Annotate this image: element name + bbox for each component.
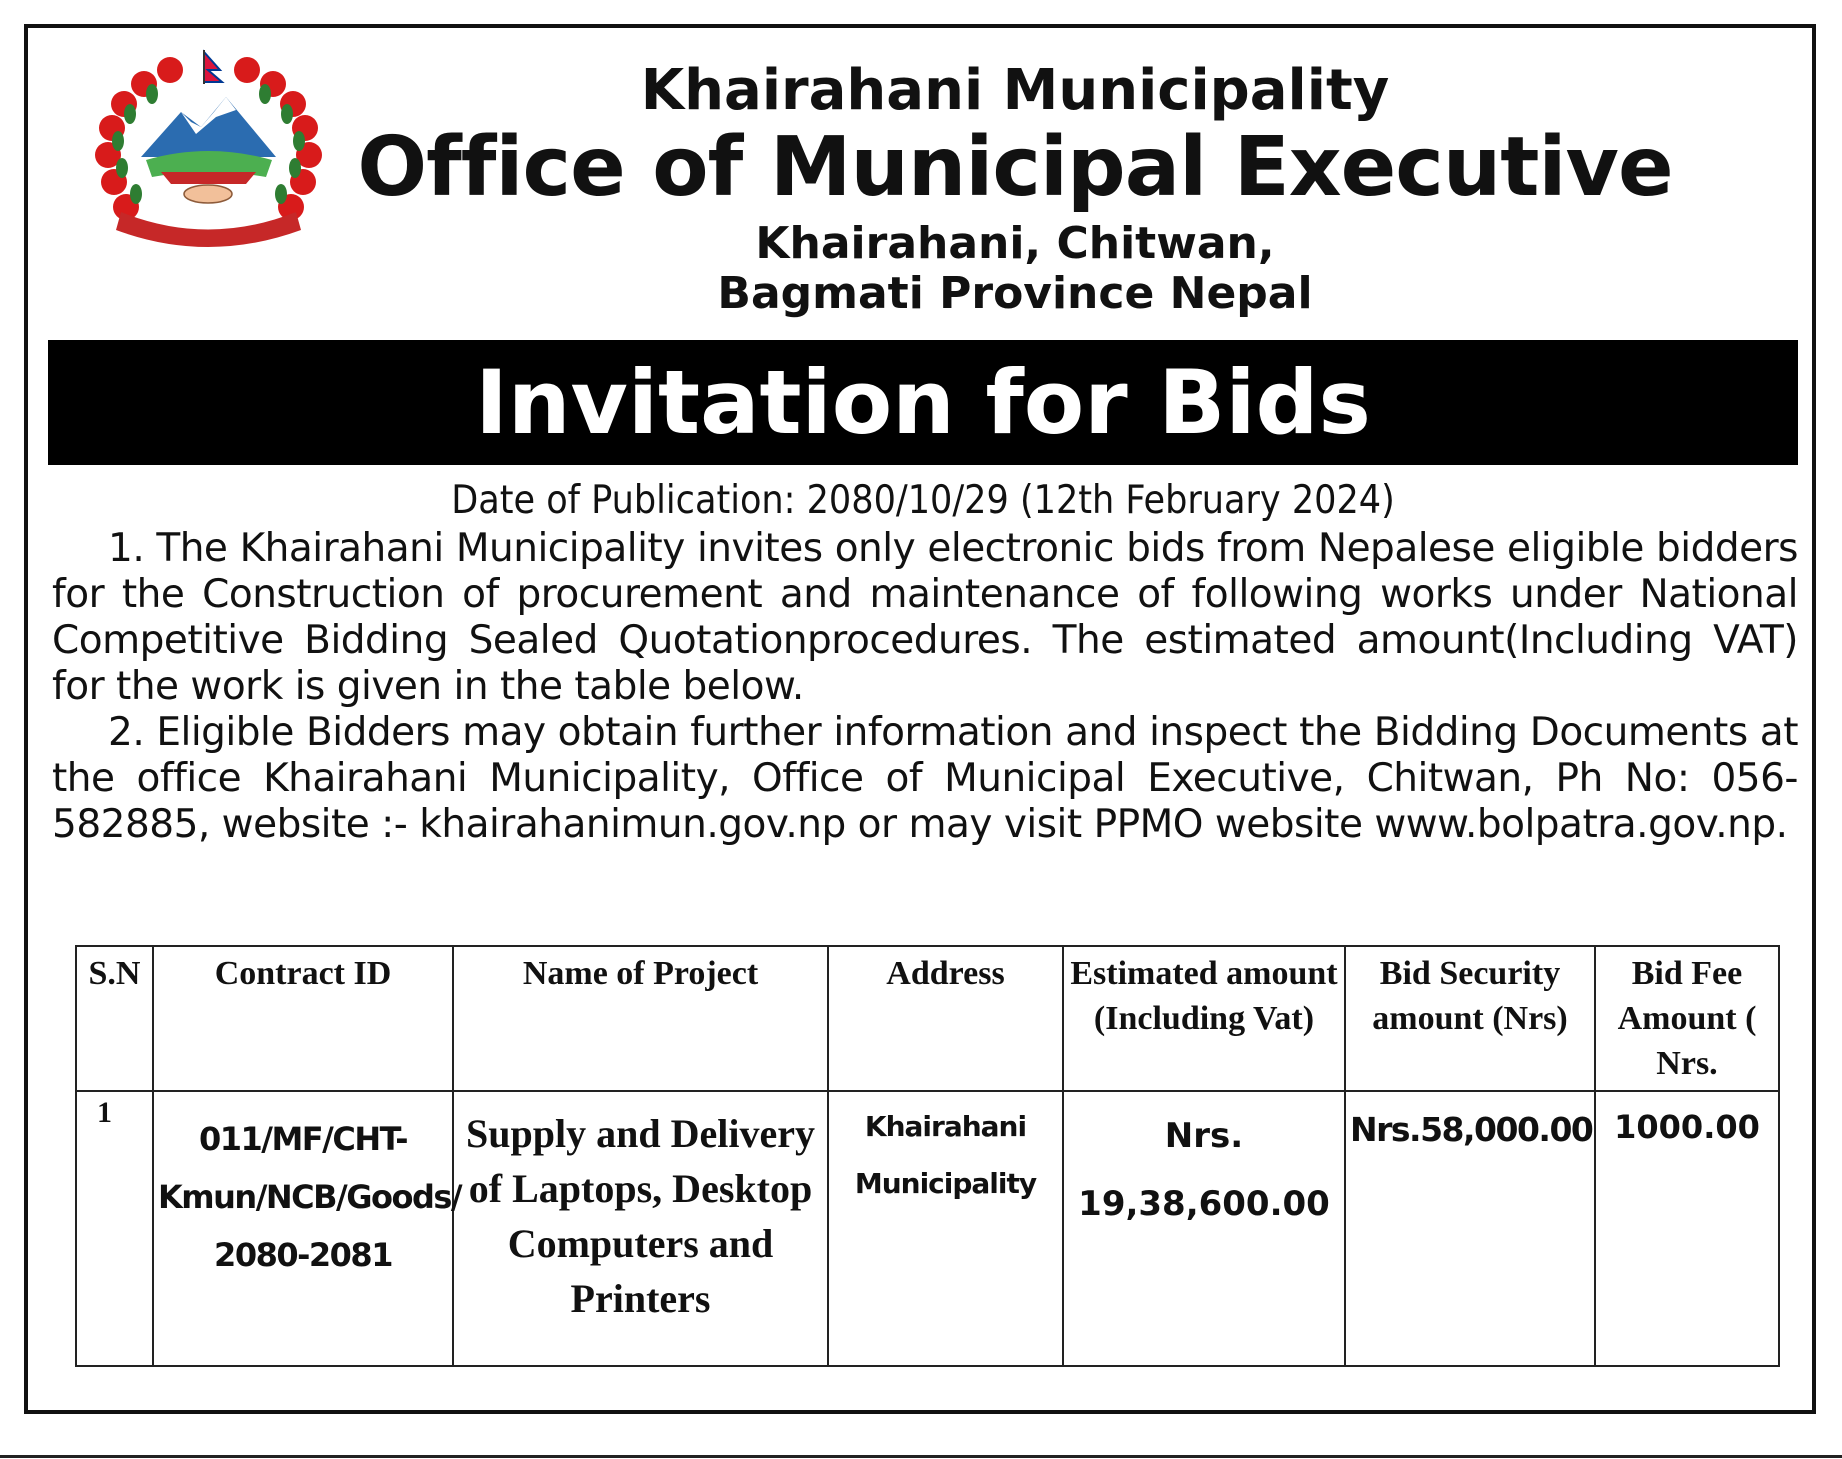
municipality-name: Khairahani Municipality: [640, 58, 1390, 123]
publication-date: Date of Publication: 2080/10/29 (12th February 2024): [451, 478, 1395, 523]
cell-fee: 1000.00: [1595, 1091, 1779, 1366]
cell-contract-id: 011/MF/CHT-Kmun/NCB/Goods/ 2080-2081: [153, 1091, 453, 1366]
header-estimated: Estimated amount (Including Vat): [1063, 946, 1345, 1091]
header-fee: Bid Fee Amount ( Nrs.: [1595, 946, 1779, 1091]
header-contract-id: Contract ID: [153, 946, 453, 1091]
bids-table: [75, 945, 1780, 1367]
paragraph-1: [52, 526, 1798, 710]
cell-project: Supply and Delivery of Laptops, Desktop Computers and Printers: [453, 1091, 828, 1366]
cell-security: Nrs.58,000.00: [1345, 1091, 1595, 1366]
table-row: [76, 1091, 1779, 1366]
header-address: Address: [828, 946, 1063, 1091]
cell-estimated: Nrs. 19,38,600.00: [1063, 1091, 1345, 1366]
paragraph-2-text: 2. Eligible Bidders may obtain further information and inspect the Bidding Documents at the office Khairahani Municipality, Office of Municipal Executive, Chitwan, Ph No: 056-582885, website :- khairahanimun.gov.np or may visit PPMO website www.bolpatra.gov.np.: [52, 710, 1798, 847]
paragraph-1-text: 1. The Khairahani Municipality invites only electronic bids from Nepalese eligible bidders for the Construction of procurement and maintenance of following works under National Competitive Bidding Sealed Quotationprocedures. The estimated amount(Including VAT) for the work is given in the table below.: [52, 526, 1798, 709]
cell-address: Khairahani Municipality: [828, 1091, 1063, 1366]
banner-title: Invitation for Bids: [475, 351, 1371, 454]
cell-sn: 1: [76, 1091, 153, 1366]
location-line-1: Khairahani, Chitwan,: [755, 218, 1275, 269]
header-project: Name of Project: [453, 946, 828, 1091]
bottom-divider: [0, 1455, 1842, 1458]
paragraph-2: [52, 710, 1798, 848]
header-sn: S.N: [76, 946, 153, 1091]
nepal-emblem-icon: [86, 42, 331, 252]
location-line-2: Bagmati Province Nepal: [717, 268, 1313, 319]
office-name: Office of Municipal Executive: [357, 120, 1673, 215]
header-security: Bid Security amount (Nrs): [1345, 946, 1595, 1091]
table-header-row: [76, 946, 1779, 1091]
invitation-banner: [48, 340, 1798, 465]
